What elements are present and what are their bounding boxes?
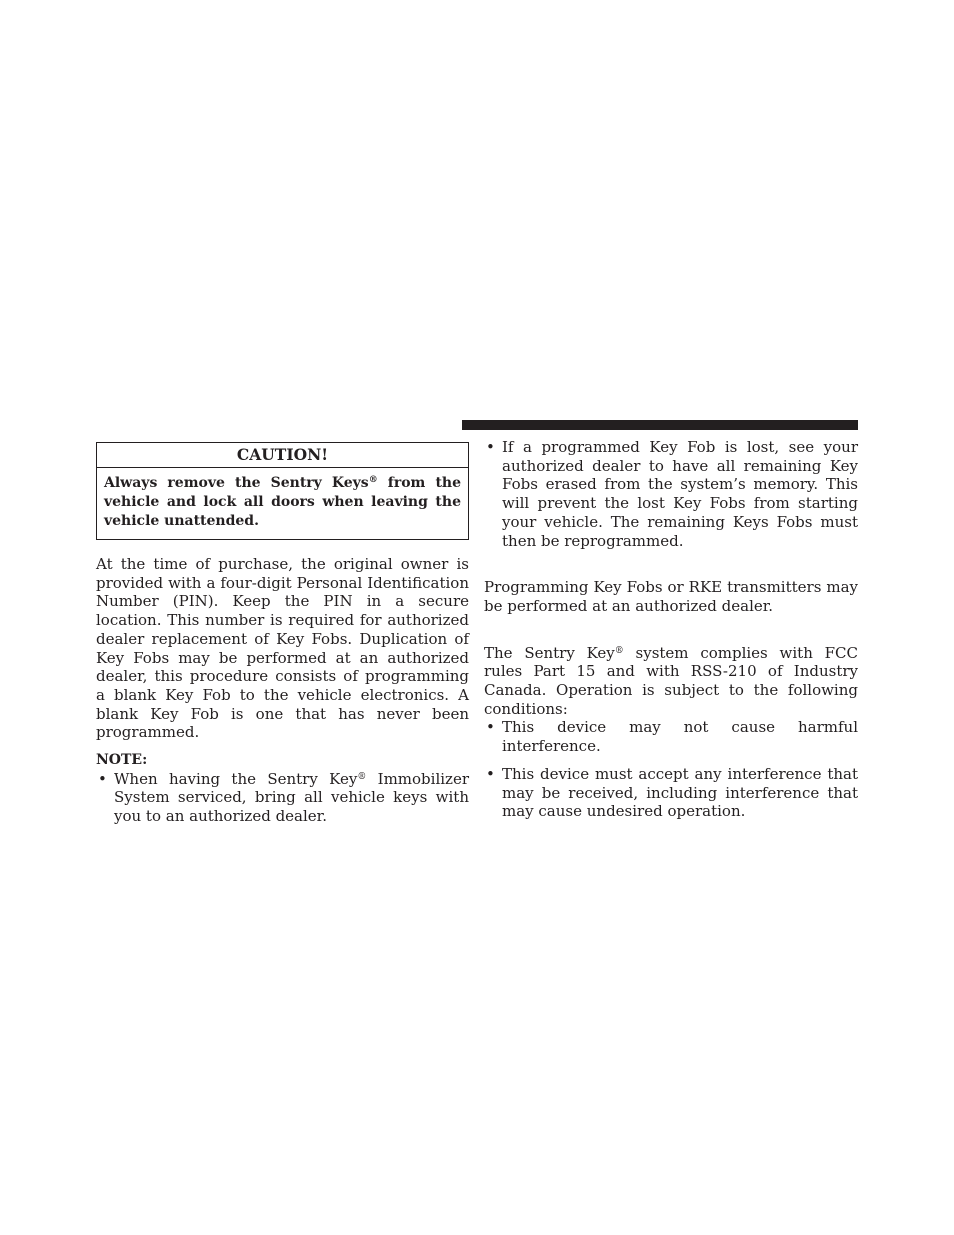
list-item xyxy=(484,718,858,755)
note-label: NOTE: xyxy=(96,752,148,769)
lost-fob-text: If a programmed Key Fob is lost, see your authorized dealer to have all remaining Key Fobs erased from the system’s memory. This will prevent the lost Key Fobs from starting your vehicle. The remaining Keys Fobs must then be reprogrammed. xyxy=(502,438,858,550)
fcc-text-start: The Sentry Key xyxy=(484,643,615,662)
pin-paragraph: At the time of purchase, the original owner is provided with a four-digit Personal Identification Number (PIN). Keep the PIN in a secure location. This number is required for authorized dealer replacement of Key Fobs. Duplication of Key Fobs may be performed at an authorized dealer, this procedure consists of programming a blank Key Fob to the vehicle electronics. A blank Key Fob is one that has never been programmed. xyxy=(96,555,469,742)
left-column xyxy=(96,442,469,835)
caution-text-end: from the vehicle and lock all doors when leaving the vehicle unattended. xyxy=(104,475,461,529)
condition-text: This device must accept any interference that may be received, including interference that may cause undesired operation. xyxy=(502,764,858,821)
caution-box xyxy=(96,442,469,540)
section-header-bar xyxy=(462,420,858,430)
bullet-icon: • xyxy=(98,769,107,788)
bullet-icon: • xyxy=(486,718,495,737)
registered-mark: ® xyxy=(614,645,624,656)
caution-title: CAUTION! xyxy=(97,443,468,468)
lost-fob-list xyxy=(484,438,858,550)
fcc-text-end: system complies with FCC rules Part 15 and with RSS-210 of Industry Canada. Operation is subject to the following conditions: xyxy=(484,643,858,718)
bullet-icon: • xyxy=(486,764,495,783)
fcc-paragraph xyxy=(484,644,858,719)
condition-text: This device may not cause harmful interference. xyxy=(502,718,858,756)
caution-text-start: Always remove the Sentry Keys xyxy=(104,475,369,491)
caution-text xyxy=(97,468,468,539)
registered-mark: ® xyxy=(368,475,378,485)
list-item xyxy=(484,438,858,550)
conditions-list xyxy=(484,718,858,821)
programming-paragraph: Programming Key Fobs or RKE transmitters may be performed at an authorized dealer. xyxy=(484,578,858,615)
right-column xyxy=(484,438,858,830)
list-item xyxy=(96,770,469,826)
bullet-icon: • xyxy=(486,438,495,456)
note-text-end: Immobilizer System serviced, bring all vehicle keys with you to an authorized dealer. xyxy=(114,769,469,826)
list-item xyxy=(484,765,858,821)
note-list xyxy=(96,770,469,826)
note-text-start: When having the Sentry Key xyxy=(114,769,358,788)
registered-mark: ® xyxy=(357,771,367,782)
